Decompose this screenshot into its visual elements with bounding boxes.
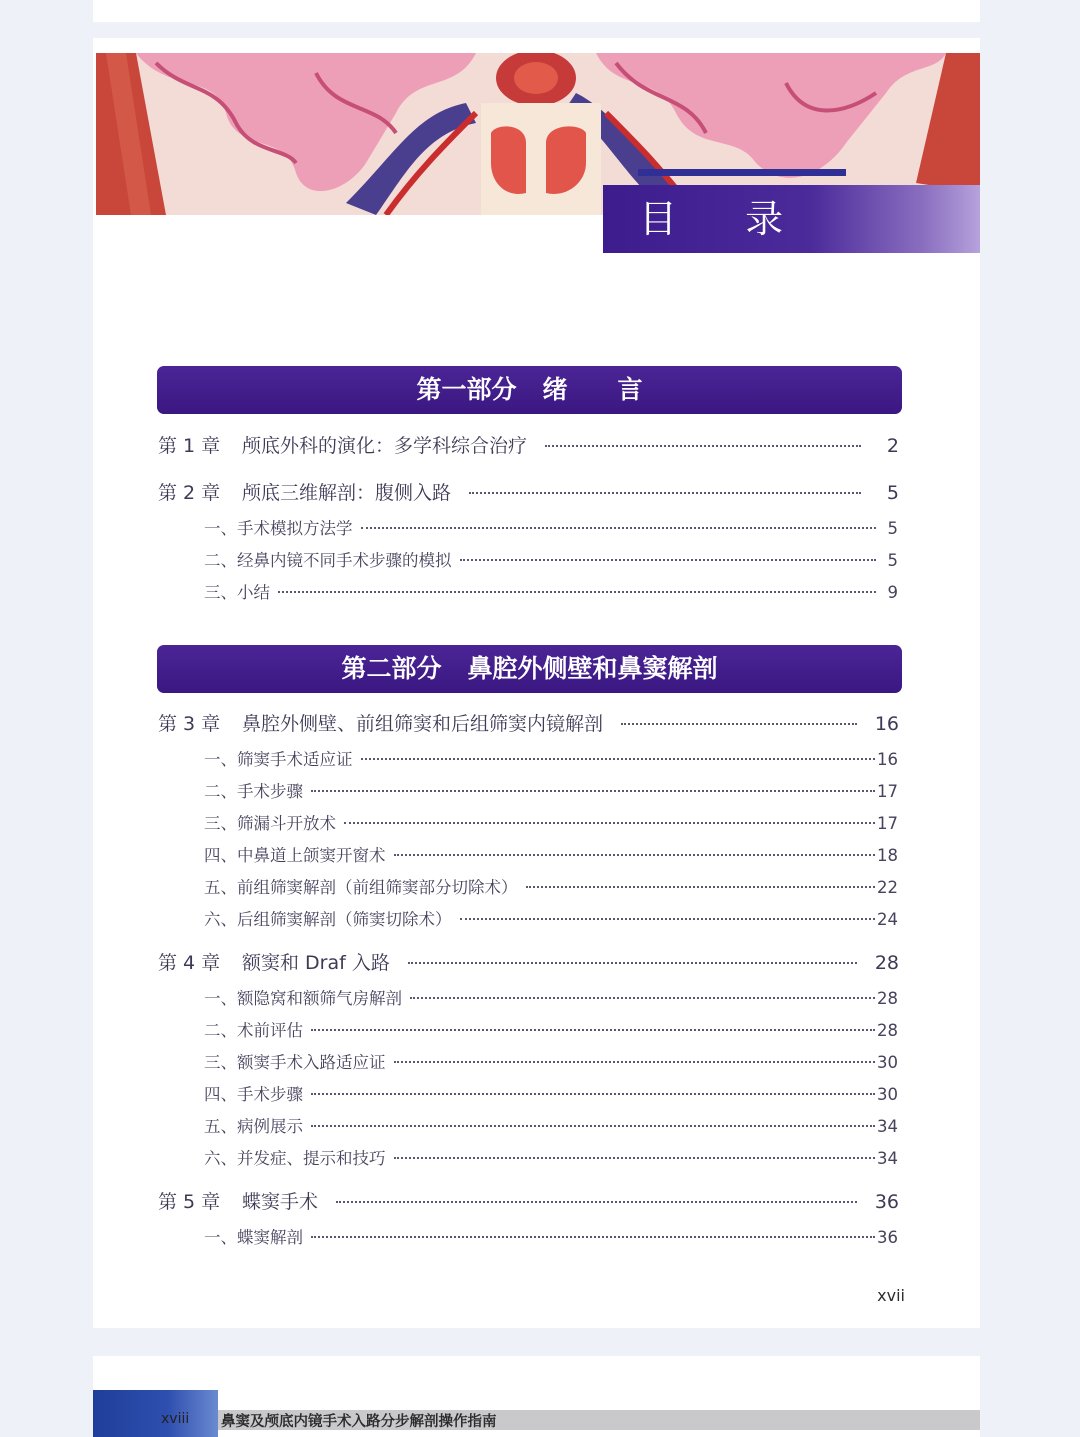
previous-page-edge <box>93 0 980 22</box>
part-name: 绪 言 <box>542 375 643 404</box>
toc-chapter-4[interactable] <box>158 948 899 975</box>
dot-leader <box>545 445 861 447</box>
section-title: 二、经鼻内镜不同手术步骤的模拟 <box>204 551 452 570</box>
toc-section[interactable] <box>204 1049 898 1073</box>
page-ref: 9 <box>887 583 898 602</box>
part-label: 第二部分 <box>341 654 442 683</box>
toc-section[interactable] <box>204 1081 898 1105</box>
page-ref: 5 <box>886 482 899 504</box>
page-ref: 17 <box>877 814 898 833</box>
section-title: 一、蝶窦解剖 <box>204 1228 303 1247</box>
page-ref: 30 <box>877 1053 898 1072</box>
toc-page <box>93 38 980 1328</box>
toc-section[interactable] <box>204 746 898 770</box>
chapter-number: 第 5 章 <box>158 1191 221 1213</box>
page-ref: 5 <box>887 551 898 570</box>
dot-leader <box>361 758 876 760</box>
page-ref: 5 <box>887 519 898 538</box>
page-ref: 34 <box>877 1117 898 1136</box>
dot-leader <box>311 1125 875 1127</box>
toc-section[interactable] <box>204 906 898 930</box>
part-header-1 <box>157 366 902 414</box>
toc-section[interactable] <box>204 842 898 866</box>
section-title: 三、小结 <box>204 583 270 602</box>
chapter-number: 第 1 章 <box>158 435 221 457</box>
page-number: xvii <box>877 1286 905 1305</box>
dot-leader <box>311 1029 875 1031</box>
page-ref: 2 <box>886 435 899 457</box>
dot-leader <box>460 918 876 920</box>
section-title: 一、额隐窝和额筛气房解剖 <box>204 989 402 1008</box>
dot-leader <box>311 790 875 792</box>
toc-section[interactable] <box>204 874 898 898</box>
toc-chapter-1[interactable] <box>158 431 899 458</box>
dot-leader <box>408 962 857 964</box>
page-ref: 30 <box>877 1085 898 1104</box>
page-ref: 22 <box>877 878 898 897</box>
chapter-title: 额窦和 Draf 入路 <box>242 952 390 974</box>
section-title: 一、手术模拟方法学 <box>204 519 353 538</box>
section-title: 三、筛漏斗开放术 <box>204 814 336 833</box>
dot-leader <box>311 1093 875 1095</box>
page-ref: 16 <box>874 713 899 735</box>
chapter-number: 第 4 章 <box>158 952 221 974</box>
toc-section[interactable] <box>204 778 898 802</box>
page-ref: 16 <box>877 750 898 769</box>
section-title: 五、病例展示 <box>204 1117 303 1136</box>
page-ref: 18 <box>877 846 898 865</box>
page-title: 目 录 <box>639 197 812 241</box>
chapter-title: 蝶窦手术 <box>242 1191 319 1213</box>
section-title: 三、额窦手术入路适应证 <box>204 1053 386 1072</box>
section-title: 五、前组筛窦解剖（前组筛窦部分切除术） <box>204 878 518 897</box>
dot-leader <box>621 723 857 725</box>
section-title: 四、手术步骤 <box>204 1085 303 1104</box>
toc-section[interactable] <box>204 1113 898 1137</box>
chapter-title: 颅底三维解剖：腹侧入路 <box>242 482 452 504</box>
toc-section[interactable] <box>204 579 898 603</box>
chapter-number: 第 2 章 <box>158 482 221 504</box>
toc-chapter-3[interactable] <box>158 709 899 736</box>
section-title: 四、中鼻道上颌窦开窗术 <box>204 846 386 865</box>
dot-leader <box>410 997 875 999</box>
page-ref: 24 <box>877 910 898 929</box>
section-title: 一、筛窦手术适应证 <box>204 750 353 769</box>
dot-leader <box>460 559 877 561</box>
dot-leader <box>278 591 876 593</box>
toc-section[interactable] <box>204 1224 898 1248</box>
toc-section[interactable] <box>204 810 898 834</box>
dot-leader <box>394 1061 876 1063</box>
dot-leader <box>469 492 861 494</box>
dot-leader <box>394 854 876 856</box>
next-page-edge <box>93 1356 980 1437</box>
dot-leader <box>336 1201 857 1203</box>
toc-section[interactable] <box>204 1145 898 1169</box>
page-ref: 28 <box>874 952 899 974</box>
part-name: 鼻腔外侧壁和鼻窦解剖 <box>467 654 718 683</box>
toc-section[interactable] <box>204 1017 898 1041</box>
section-title: 二、术前评估 <box>204 1021 303 1040</box>
running-header-title: 鼻窦及颅底内镜手术入路分步解剖操作指南 <box>221 1414 497 1430</box>
page-ref: 36 <box>874 1191 899 1213</box>
dot-leader <box>344 822 875 824</box>
section-title: 六、并发症、提示和技巧 <box>204 1149 386 1168</box>
chapter-number: 第 3 章 <box>158 713 221 735</box>
page-ref: 17 <box>877 782 898 801</box>
page-ref: 28 <box>877 1021 898 1040</box>
chapter-title: 鼻腔外侧壁、前组筛窦和后组筛窦内镜解剖 <box>242 713 604 735</box>
dot-leader <box>361 527 877 529</box>
chapter-title: 颅底外科的演化：多学科综合治疗 <box>242 435 528 457</box>
dot-leader <box>526 886 876 888</box>
part-label: 第一部分 <box>416 375 517 404</box>
title-accent-line <box>638 169 846 176</box>
part-header-2 <box>157 645 902 693</box>
page-ref: 36 <box>877 1228 898 1247</box>
next-page-number: xviii <box>161 1411 190 1427</box>
dot-leader <box>311 1236 875 1238</box>
toc-chapter-5[interactable] <box>158 1187 899 1214</box>
section-title: 二、手术步骤 <box>204 782 303 801</box>
running-header-accent <box>93 1390 218 1437</box>
toc-section[interactable] <box>204 515 898 539</box>
page-ref: 28 <box>877 989 898 1008</box>
section-title: 六、后组筛窦解剖（筛窦切除术） <box>204 910 452 929</box>
dot-leader <box>394 1157 876 1159</box>
page-ref: 34 <box>877 1149 898 1168</box>
toc-section[interactable] <box>204 985 898 1009</box>
toc-section[interactable] <box>204 547 898 571</box>
toc-chapter-2[interactable] <box>158 478 899 505</box>
